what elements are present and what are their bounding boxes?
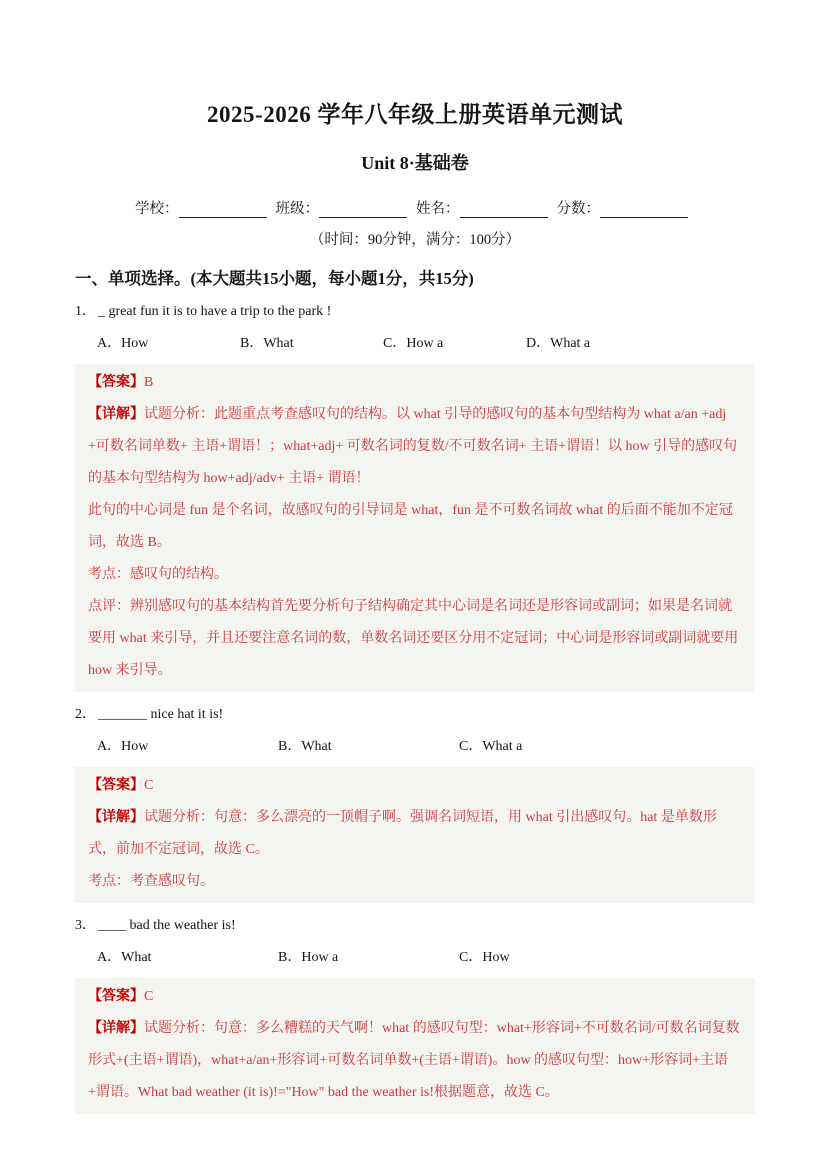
detail-label: 【详解】 (88, 810, 144, 825)
section-title: 一、单项选择。(本大题共15小题，每小题1分，共15分) (75, 269, 474, 288)
explanation-paragraph: 此句的中心词是 fun 是个名词，故感叹句的引导词是 what，fun 是不可数名词故 what 的后面不能加不定冠词，故选 B。 (88, 503, 733, 550)
answer-block-1 (75, 364, 755, 692)
explanation-paragraph: 【详解】试题分析：句意：多么糟糕的天气啊！what 的感叹句型：what+形容词+不可数名词/可数名词复数形式+(主语+谓语)，what+a/an+形容词+可数名词单数+(主语+谓语)。how 的感叹句型：how+形容词+主语+谓语。What bad weather (it is)!="How" bad the weather is!根据题意，故选 C。 (88, 1021, 740, 1100)
answer-value: C (144, 989, 154, 1004)
answer-value: C (144, 778, 154, 793)
question-1-text: _ great fun it is to have a trip to the park ! (98, 304, 332, 319)
answer-label: 【答案】 (88, 778, 144, 793)
class-blank (319, 201, 407, 218)
explanation-paragraph: 【详解】试题分析：此题重点考查感叹句的结构。以 what 引导的感叹句的基本句型结构为 what a/an +adj+可数名词单数+ 主语+谓语！；what+adj+ 可数名词的复数/不可数名词+ 主语+谓语！以 how 引导的感叹句的基本句型结构为 how+adj/adv+ 主语+ 谓语！ (88, 407, 738, 486)
explanation-paragraph: 考点：考查感叹句。 (88, 874, 214, 889)
answer-line (88, 981, 742, 1013)
answer-line (88, 770, 742, 802)
detail-label: 【详解】 (88, 1021, 144, 1036)
class-label: 班级： (275, 201, 319, 217)
class-field (276, 197, 408, 218)
question-3-option-b: B．How a (278, 950, 339, 965)
explanation-paragraph: 考点：感叹句的结构。 (88, 567, 228, 582)
question-2-options (75, 738, 755, 756)
document-subtitle: Unit 8·基础卷 (361, 153, 469, 173)
question-3-option-c: C．How (459, 950, 510, 965)
question-1-option-d: D．What a (526, 336, 591, 351)
question-1-number: 1． (75, 304, 96, 319)
school-field (135, 197, 267, 218)
time-info: （时间：90分钟，满分：100分） (309, 232, 521, 248)
score-label: 分数： (556, 201, 600, 217)
question-2-number: 2． (75, 707, 96, 722)
question-2-text: _______ nice hat it is! (98, 707, 224, 722)
question-3-options (75, 949, 755, 967)
answer-value: B (144, 375, 154, 390)
name-label: 姓名： (416, 201, 460, 217)
answer-block-3 (75, 978, 755, 1114)
question-1-option-c: C．How a (383, 336, 444, 351)
document-title: 2025-2026 学年八年级上册英语单元测试 (207, 102, 623, 127)
detail-label: 【详解】 (88, 407, 144, 422)
name-blank (460, 201, 548, 218)
question-3 (75, 916, 755, 935)
question-2-option-c: C．What a (459, 739, 523, 754)
name-field (416, 197, 548, 218)
school-blank (179, 201, 267, 218)
score-blank (600, 201, 688, 218)
question-1-option-a: A．How (97, 336, 149, 351)
question-2-option-a: A．How (97, 739, 149, 754)
question-1-options (75, 335, 755, 353)
score-field (557, 197, 689, 218)
explanation-paragraph: 点评：辨别感叹句的基本结构首先要分析句子结构确定其中心词是名词还是形容词或副词；如果是名词就要用 what 来引导，并且还要注意名词的数，单数名词还要区分用不定冠词；中心词是形容词或副词就要用 how 来引导。 (88, 599, 739, 678)
answer-block-2 (75, 767, 755, 903)
question-1 (75, 302, 755, 321)
school-label: 学校： (135, 201, 179, 217)
question-3-number: 3． (75, 918, 96, 933)
question-1-option-b: B．What (240, 336, 294, 351)
answer-label: 【答案】 (88, 375, 144, 390)
answer-line (88, 367, 742, 399)
answer-label: 【答案】 (88, 989, 144, 1004)
question-2 (75, 705, 755, 724)
info-fields-row (135, 197, 755, 218)
question-3-option-a: A．What (97, 950, 152, 965)
question-2-option-b: B．What (278, 739, 332, 754)
explanation-paragraph: 【详解】试题分析：句意：多么漂亮的一顶帽子啊。强调名词短语，用 what 引出感叹句。hat 是单数形式，前加不定冠词，故选 C。 (88, 810, 717, 857)
question-3-text: ____ bad the weather is! (98, 918, 236, 933)
